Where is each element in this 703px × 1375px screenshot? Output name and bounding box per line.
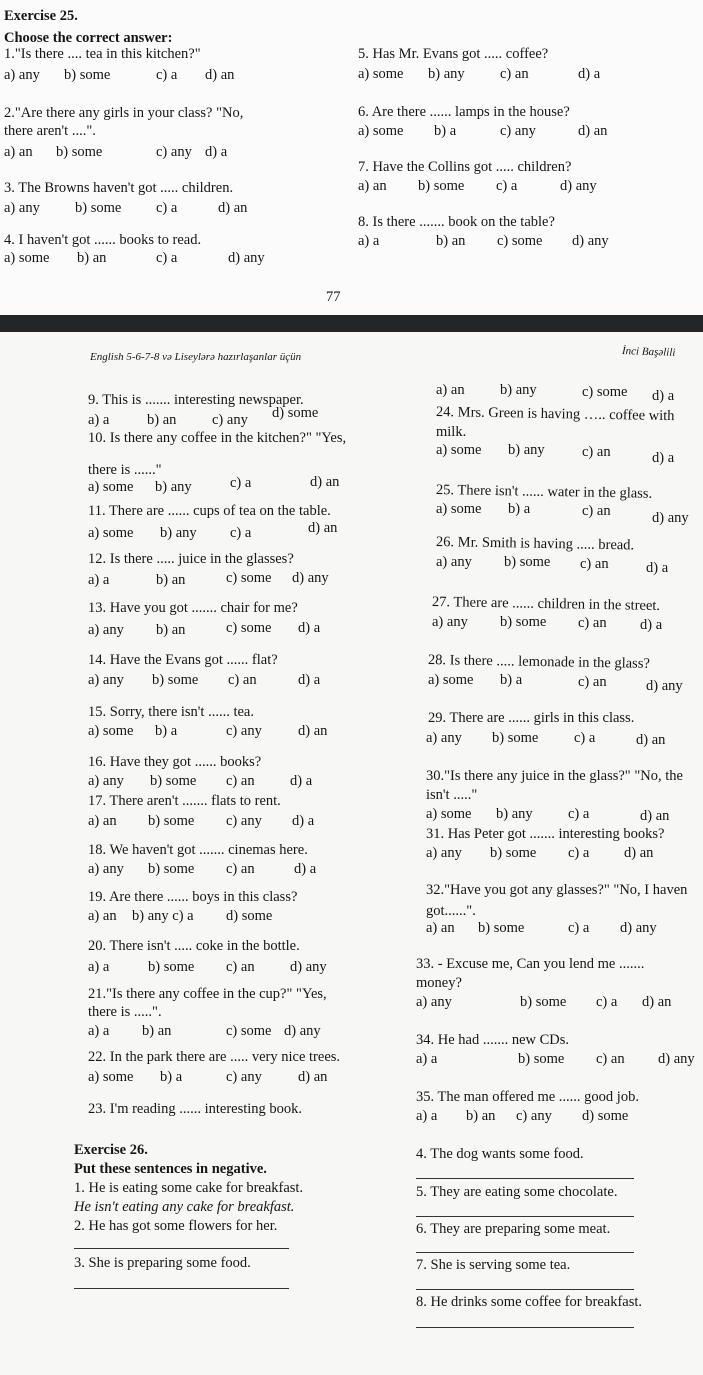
- option: b) any c) a: [132, 908, 194, 924]
- question-text: milk.: [436, 424, 467, 440]
- question-text: 24. Mrs. Green is having ….. coffee with: [435, 404, 675, 425]
- page-77: [0, 0, 703, 315]
- question-text: 4. I haven't got ...... books to read.: [4, 232, 202, 248]
- question-text: 3. The Browns haven't got ..... children.: [4, 180, 234, 196]
- question-text: 31. Has Peter got ....... interesting books?: [426, 826, 665, 842]
- option: c) a: [156, 250, 178, 266]
- option: d) a: [640, 617, 663, 633]
- answer-line[interactable]: [416, 1327, 634, 1328]
- option: b) a: [500, 672, 523, 688]
- page-number: 77: [326, 289, 341, 305]
- option: d) any: [290, 959, 327, 975]
- option: b) some: [148, 959, 195, 975]
- option: d) an: [642, 994, 672, 1010]
- exercise-26-title: Exercise 26.: [74, 1142, 148, 1158]
- option: a) an: [88, 908, 117, 924]
- option: a) an: [4, 144, 33, 160]
- question-text: 22. In the park there are ..... very nice trees.: [88, 1049, 341, 1065]
- option: b) some: [75, 200, 122, 216]
- option: a) any: [88, 622, 124, 638]
- option: d) any: [652, 510, 689, 526]
- option: d) a: [294, 861, 317, 877]
- question-text: 14. Have the Evans got ...... flat?: [88, 652, 278, 668]
- option: d) a: [578, 66, 601, 82]
- option: c) a: [230, 475, 252, 491]
- option: d) a: [205, 144, 228, 160]
- question-text: 12. Is there ..... juice in the glasses?: [88, 551, 294, 567]
- option: d) an: [636, 732, 666, 748]
- sentence-6: 6. They are preparing some meat.: [416, 1221, 611, 1237]
- question-text: 33. - Excuse me, Can you lend me .......: [416, 956, 645, 972]
- option: c) some: [226, 570, 272, 586]
- option: b) an: [142, 1023, 172, 1039]
- question-text: 28. Is there ..... lemonade in the glass?: [427, 652, 650, 672]
- sentence-1: 1. He is eating some cake for breakfast.: [74, 1180, 304, 1196]
- option: c) some: [497, 233, 543, 249]
- exercise-25-instruction: Choose the correct answer:: [4, 30, 173, 46]
- question-text: 7. Have the Collins got ..... children?: [358, 159, 572, 175]
- option: c) any: [212, 412, 248, 428]
- page-gap: [0, 315, 703, 332]
- option: b) an: [466, 1108, 496, 1124]
- option: c) any: [226, 723, 262, 739]
- option: b) some: [492, 730, 539, 746]
- option: b) an: [436, 233, 466, 249]
- question-text: 27. There are ...... children in the street.: [431, 594, 661, 614]
- option: a) any: [416, 994, 452, 1010]
- option: a) any: [436, 554, 472, 570]
- sentence-7: 7. She is serving some tea.: [416, 1257, 571, 1273]
- option: c) any: [516, 1108, 552, 1124]
- option: d) a: [298, 672, 321, 688]
- page-78: [0, 332, 703, 1375]
- option: b) a: [160, 1069, 183, 1085]
- option: c) an: [582, 444, 611, 460]
- option: a) some: [88, 1069, 134, 1085]
- option: b) some: [478, 920, 525, 936]
- option: b) some: [148, 813, 195, 829]
- option: d) some: [272, 405, 319, 421]
- question-text: 15. Sorry, there isn't ...... tea.: [88, 704, 254, 720]
- option: b) any: [160, 525, 197, 541]
- question-text: money?: [416, 975, 462, 991]
- answer-line[interactable]: [416, 1178, 634, 1179]
- option: a) any: [88, 861, 124, 877]
- question-text: 5. Has Mr. Evans got ..... coffee?: [358, 46, 549, 62]
- option: d) an: [205, 67, 235, 83]
- option: c) an: [228, 672, 257, 688]
- option: c) a: [568, 845, 590, 861]
- option: b) any: [155, 479, 192, 495]
- question-text: 1."Is there .... tea in this kitchen?": [4, 46, 201, 62]
- sentence-8: 8. He drinks some coffee for breakfast.: [416, 1294, 643, 1310]
- question-text: 16. Have they got ...... books?: [88, 754, 262, 770]
- question-text: 13. Have you got ....... chair for me?: [88, 600, 298, 616]
- question-text: 23. I'm reading ...... interesting book.: [88, 1101, 303, 1117]
- question-text: 21."Is there any coffee in the cup?" "Yes,: [88, 986, 327, 1002]
- option: b) some: [56, 144, 103, 160]
- option: c) any: [156, 144, 192, 160]
- question-text: 34. He had ....... new CDs.: [416, 1032, 570, 1048]
- question-text: 2."Are there any girls in your class? "No,: [4, 105, 244, 121]
- option: a) any: [426, 730, 462, 746]
- option: c) an: [226, 861, 255, 877]
- option: a) an: [358, 178, 387, 194]
- option: c) an: [580, 556, 609, 572]
- option: a) any: [4, 200, 40, 216]
- option: d) an: [298, 723, 328, 739]
- question-text: 11. There are ...... cups of tea on the table.: [88, 503, 331, 519]
- option: a) some: [428, 672, 474, 688]
- option: a) some: [358, 123, 404, 139]
- option: d) an: [298, 1069, 328, 1085]
- option: b) any: [496, 806, 533, 822]
- question-text: 18. We haven't got ....... cinemas here.: [88, 842, 308, 858]
- option: b) a: [434, 123, 457, 139]
- option: d) an: [218, 200, 248, 216]
- option: b) a: [508, 501, 531, 517]
- option: d) a: [290, 773, 313, 789]
- question-text: there is ......": [88, 462, 162, 478]
- question-text: 9. This is ....... interesting newspaper.: [88, 392, 304, 408]
- option: a) any: [426, 845, 462, 861]
- option: a) some: [426, 806, 472, 822]
- option: b) some: [148, 861, 195, 877]
- option: b) some: [520, 994, 567, 1010]
- option: b) some: [504, 554, 551, 570]
- option: c) a: [568, 806, 590, 822]
- option: c) a: [156, 200, 178, 216]
- option: a) some: [88, 525, 134, 541]
- option: b) some: [500, 614, 547, 630]
- option: d) any: [284, 1023, 321, 1039]
- option: b) an: [147, 412, 177, 428]
- question-text: isn't .....": [426, 787, 478, 803]
- option: d) any: [620, 920, 657, 936]
- sentence-4: 4. The dog wants some food.: [416, 1146, 584, 1162]
- option: d) any: [292, 570, 329, 586]
- answer-line[interactable]: [416, 1252, 634, 1253]
- option: b) a: [155, 723, 178, 739]
- question-text: 8. Is there ....... book on the table?: [358, 214, 555, 230]
- option: c) a: [568, 920, 590, 936]
- question-text: 25. There isn't ...... water in the glass.: [435, 482, 653, 502]
- option: d) an: [308, 520, 338, 536]
- option: c) a: [230, 525, 252, 541]
- question-text: 35. The man offered me ...... good job.: [416, 1089, 639, 1105]
- option: b) an: [156, 572, 186, 588]
- option: a) an: [426, 920, 455, 936]
- option: d) some: [582, 1108, 629, 1124]
- answer-line[interactable]: [74, 1248, 289, 1249]
- option: c) a: [156, 67, 178, 83]
- option: c) any: [226, 813, 262, 829]
- question-text: 17. There aren't ....... flats to rent.: [88, 793, 281, 809]
- option: b) some: [64, 67, 111, 83]
- question-text: 10. Is there any coffee in the kitchen?" "Yes,: [88, 430, 347, 446]
- exercise-26-instruction: Put these sentences in negative.: [74, 1161, 267, 1177]
- option: c) an: [582, 503, 611, 519]
- question-text: there aren't ....".: [4, 123, 96, 139]
- answer-line[interactable]: [416, 1216, 634, 1217]
- header-left: English 5-6-7-8 və Liseylərə hazırlaşanlar üçün: [90, 351, 302, 363]
- option: a) any: [88, 672, 124, 688]
- option: b) any: [508, 442, 545, 458]
- option: c) any: [226, 1069, 262, 1085]
- option: a) a: [88, 959, 110, 975]
- option: d) an: [310, 474, 340, 490]
- option: d) some: [226, 908, 273, 924]
- option: b) any: [500, 382, 537, 398]
- option: c) an: [578, 615, 607, 631]
- option: a) any: [4, 67, 40, 83]
- option: d) any: [560, 178, 597, 194]
- option: b) some: [490, 845, 537, 861]
- question-text: got......".: [426, 903, 476, 919]
- exercise-25-title: Exercise 25.: [4, 8, 78, 24]
- option: a) a: [358, 233, 380, 249]
- answer-line[interactable]: [74, 1288, 289, 1289]
- option: d) a: [292, 813, 315, 829]
- option: c) any: [500, 123, 536, 139]
- option: b) any: [428, 66, 465, 82]
- question-text: 32."Have you got any glasses?" "No, I haven: [426, 882, 688, 898]
- question-text: 29. There are ...... girls in this class.: [428, 710, 635, 726]
- question-text: 26. Mr. Smith is having ..... bread.: [435, 534, 635, 554]
- option: b) an: [77, 250, 107, 266]
- sentence-3: 3. She is preparing some food.: [74, 1255, 251, 1271]
- option: d) a: [652, 450, 675, 466]
- option: d) an: [578, 123, 608, 139]
- question-text: there is .....".: [88, 1004, 162, 1020]
- option: a) some: [436, 442, 482, 458]
- option: b) some: [152, 672, 199, 688]
- option: c) a: [574, 730, 596, 746]
- option: d) a: [646, 560, 669, 576]
- question-text: 20. There isn't ..... coke in the bottle.: [88, 938, 300, 954]
- option: d) any: [228, 250, 265, 266]
- option: d) any: [646, 678, 683, 694]
- option: a) a: [416, 1051, 438, 1067]
- option: c) some: [582, 384, 628, 400]
- option: a) a: [416, 1108, 438, 1124]
- option: b) some: [518, 1051, 565, 1067]
- sentence-1-answer: He isn't eating any cake for breakfast.: [74, 1199, 295, 1215]
- option: c) some: [226, 1023, 272, 1039]
- option: d) a: [652, 388, 675, 404]
- option: d) an: [640, 808, 670, 824]
- option: d) a: [298, 620, 321, 636]
- option: a) a: [88, 572, 110, 588]
- sentence-2: 2. He has got some flowers for her.: [74, 1218, 278, 1234]
- option: a) some: [88, 479, 134, 495]
- option: c) an: [226, 773, 255, 789]
- option: a) some: [436, 501, 482, 517]
- option: a) some: [358, 66, 404, 82]
- option: a) a: [88, 412, 110, 428]
- option: a) any: [432, 614, 468, 630]
- option: c) a: [596, 994, 618, 1010]
- option: a) a: [88, 1023, 110, 1039]
- option: c) an: [596, 1051, 625, 1067]
- option: c) some: [226, 620, 272, 636]
- option: b) some: [150, 773, 197, 789]
- question-text: 19. Are there ...... boys in this class?: [88, 889, 298, 905]
- question-text: 6. Are there ...... lamps in the house?: [358, 104, 570, 120]
- option: d) any: [658, 1051, 695, 1067]
- option: d) an: [624, 845, 654, 861]
- option: a) any: [88, 773, 124, 789]
- option: b) some: [418, 178, 465, 194]
- option: d) any: [572, 233, 609, 249]
- header-right: İnci Başəlili: [621, 345, 676, 359]
- option: c) an: [500, 66, 529, 82]
- option: c) an: [578, 674, 607, 690]
- sentence-5: 5. They are eating some chocolate.: [416, 1184, 618, 1200]
- option: a) an: [88, 813, 117, 829]
- option: c) an: [226, 959, 255, 975]
- question-text: 30."Is there any juice in the glass?" "No, the: [426, 768, 683, 784]
- option: a) an: [436, 382, 465, 398]
- option: a) some: [88, 723, 134, 739]
- answer-line[interactable]: [416, 1289, 634, 1290]
- option: b) an: [156, 622, 186, 638]
- option: c) a: [496, 178, 518, 194]
- option: a) some: [4, 250, 50, 266]
